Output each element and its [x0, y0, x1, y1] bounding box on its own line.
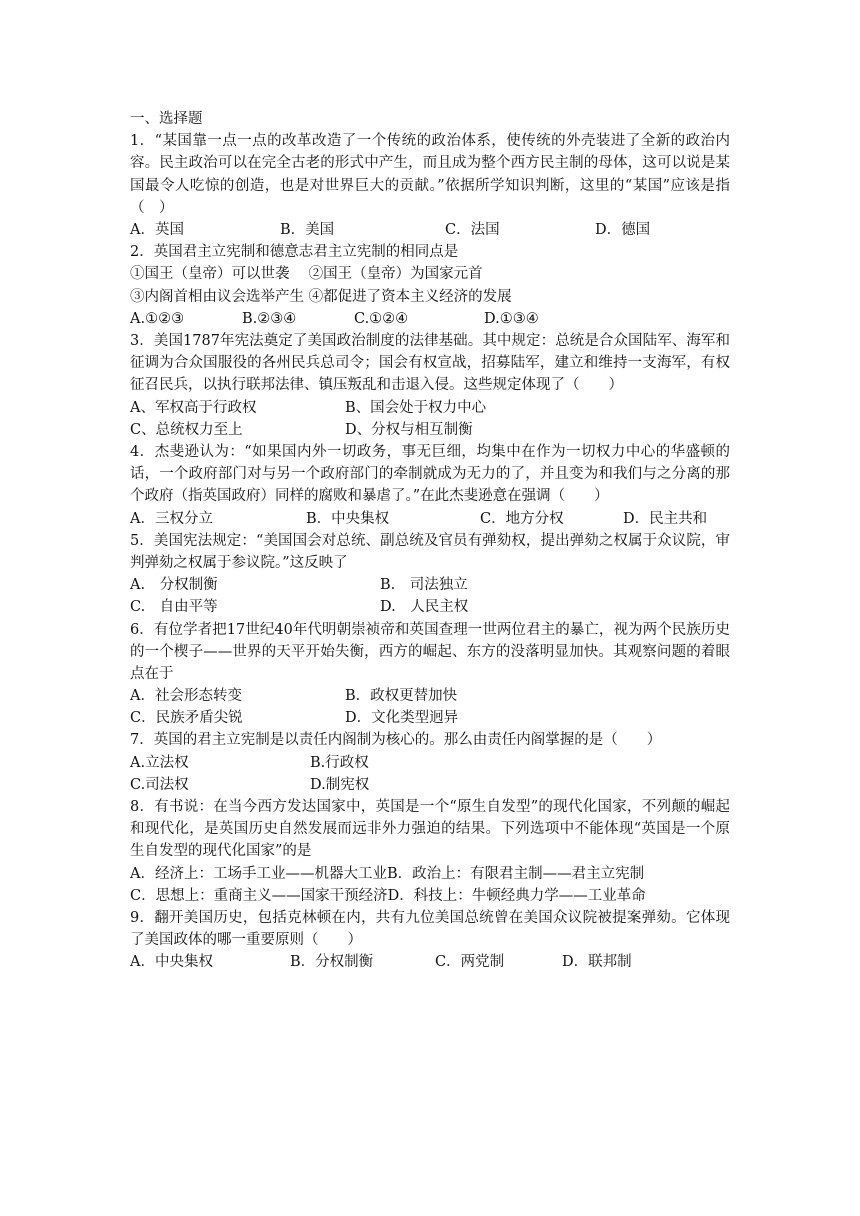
question-6-option-b: B．政权更替加快 — [345, 688, 458, 705]
question-7-option-b: B.行政权 — [310, 754, 369, 771]
question-9-options — [130, 951, 730, 973]
question-3-option-a: A、军权高于行政权 — [130, 399, 257, 416]
question-3-options-row-2 — [130, 419, 730, 441]
question-7-options-row-2 — [130, 774, 730, 796]
question-4-option-d: D．民主共和 — [623, 510, 708, 527]
question-7-option-c: C.司法权 — [130, 776, 189, 793]
question-9-option-a: A．中央集权 — [130, 954, 213, 971]
question-1-option-b: B．美国 — [280, 222, 335, 238]
question-2-option-d: D.①③④ — [484, 310, 539, 327]
question-6-option-c: C．民族矛盾尖锐 — [130, 710, 243, 727]
question-7-option-a: A.立法权 — [130, 754, 189, 771]
question-2-stem: 2．英国君主立宪制和德意志君主立宪制的相同点是 — [130, 244, 459, 261]
question-8-option-d: D．科技上：牛顿经典力学——工业革命 — [387, 887, 646, 904]
question-3-option-d: D、分权与相互制衡 — [345, 421, 473, 438]
question-2-option-a: A.①②③ — [130, 310, 185, 327]
question-6-stem: 6．有位学者把17世纪40年代明朝崇祯帝和英国查理一世两位君主的暴亡，视为两个民族历史的一个楔子——世界的天平开始失衡，西方的崛起、东方的没落明显加快。其观察问题的着眼点在于 — [130, 621, 730, 682]
question-4-stem: 4．杰斐逊认为：“如果国内外一切政务，事无巨细，均集中在作为一切权力中心的华盛顿的话，一个政府部门对与另一个政府部门的牵制就成为无力的了，并且变为和我们与之分离的那个政府（指英国政府）同样的腐败和暴虐了。”在此杰斐逊意在强调（ ） — [130, 443, 730, 505]
question-4-option-b: B．中央集权 — [306, 510, 390, 527]
question-1-options — [130, 219, 730, 241]
question-6-options-row-2 — [130, 707, 730, 729]
question-5-stem: 5．美国宪法规定：“美国国会对总统、副总统及官员有弹劾权，提出弹劾之权属于众议院，审判弹劾之权属于参议院。”这反映了 — [130, 532, 730, 571]
question-1-option-d: D．德国 — [595, 222, 651, 238]
question-9-option-b: B．分权制衡 — [290, 954, 374, 971]
question-8-options-block-2 — [130, 885, 730, 907]
question-3-stem: 3．美国1787年宪法奠定了美国政治制度的法律基础。其中规定：总统是合众国陆军、海军和征调为合众国服役的各州民兵总司令；国会有权宣战，招募陆军，建立和维持一支海军，有权征召民兵，以执行联邦法律、镇压叛乱和击退入侵。这些规定体现了（ ） — [130, 332, 730, 394]
exam-page — [130, 108, 730, 974]
question-5-option-b: B. 司法独立 — [380, 577, 468, 594]
question-2-option-b: B.②③④ — [242, 310, 297, 327]
question-9-option-d: D．联邦制 — [562, 954, 632, 971]
question-5-option-d: D. 人民主权 — [380, 599, 469, 616]
question-8-option-a: A．经济上：工场手工业——机器大工业 — [130, 865, 387, 882]
question-4-option-a: A．三权分立 — [130, 510, 213, 527]
question-9-option-c: C．两党制 — [435, 954, 505, 971]
question-9-stem: 9．翻开美国历史，包括克林顿在内，共有九位美国总统曾在美国众议院被提案弹劾。它体现了美国政体的哪一重要原则（ ） — [130, 910, 730, 949]
question-7-option-d: D.制宪权 — [310, 776, 370, 793]
question-4-option-c: C．地方分权 — [480, 510, 564, 527]
question-3-option-c: C、总统权力至上 — [130, 421, 243, 438]
question-6-option-a: A．社会形态转变 — [130, 688, 242, 705]
question-2-option-c: C.①②④ — [354, 310, 409, 327]
question-2-item-line: ③内阁首相由议会选举产生 ④都促进了资本主义经济的发展 — [130, 288, 512, 305]
question-5-option-a: A. 分权制衡 — [130, 577, 218, 594]
question-5-options-row-2 — [130, 596, 730, 618]
question-4-options — [130, 508, 730, 530]
question-5-options-row-1 — [130, 574, 730, 596]
question-6-option-d: D．文化类型迥异 — [345, 710, 459, 727]
question-8-options-block-1 — [130, 863, 730, 885]
question-7-stem: 7．英国的君主立宪制是以责任内阁制为核心的。那么由责任内阁掌握的是（ ） — [130, 732, 662, 749]
question-5-option-c: C. 自由平等 — [130, 599, 218, 616]
question-8-option-b: B．政治上：有限君主制——君主立宪制 — [386, 865, 645, 882]
question-2-options — [130, 308, 730, 330]
question-1-option-c: C．法国 — [445, 222, 500, 238]
question-2-item-line: ①国王（皇帝）可以世袭 ②国王（皇帝）为国家元首 — [130, 266, 483, 283]
question-7-options-row-1 — [130, 752, 730, 774]
question-6-options-row-1 — [130, 685, 730, 707]
question-1-option-a: A．英国 — [130, 222, 184, 238]
question-1-stem: 1．“某国靠一点一点的改革改造了一个传统的政治体系，使传统的外壳装进了全新的政治内容。民主政治可以在完全古老的形式中产生，而且成为整个西方民主制的母体，这可以说是某国最令人吃惊的创造，也是对世界巨大的贡献。”依据所学知识判断，这里的“某国”应该是指 （ ） — [130, 133, 730, 216]
question-3-options-row-1 — [130, 397, 730, 419]
question-8-option-c: C．思想上：重商主义——国家干预经济 — [130, 887, 388, 904]
question-8-stem: 8．有书说：在当今西方发达国家中，英国是一个“原生自发型”的现代化国家，不列颠的崛起和现代化，是英国历史自然发展而远非外力强迫的结果。下列选项中不能体现“英国是一个原生自发型的现代化国家”的是 — [130, 799, 730, 860]
question-3-option-b: B、国会处于权力中心 — [345, 399, 487, 416]
section-title: 一、选择题 — [130, 111, 203, 127]
